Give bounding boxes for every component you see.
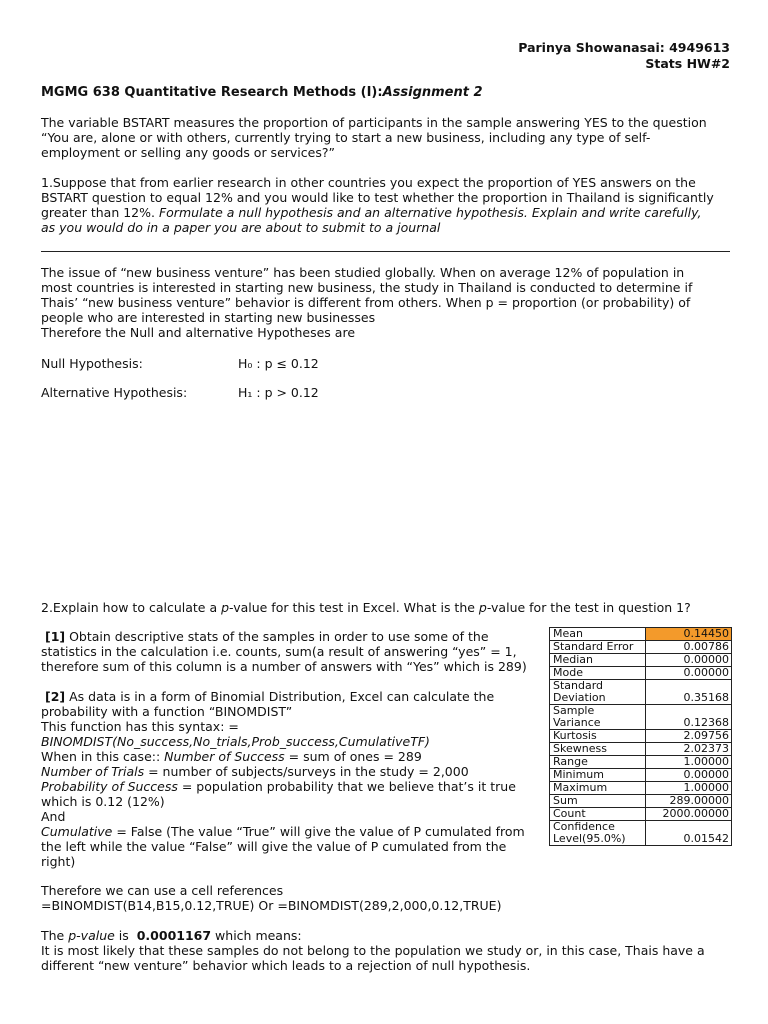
stats-label: Mode (550, 667, 646, 680)
step2-and: And (41, 809, 66, 824)
trials-term: Number of Trials (41, 764, 145, 779)
step2-cum-line-2: the left while the value “False” will give the value of P cumulated from the (41, 839, 507, 854)
stats-label (550, 821, 646, 846)
stats-row (550, 654, 732, 667)
stats-label-line-2: Variance (553, 716, 601, 729)
q2-p-italic-2: p (478, 600, 487, 615)
cum-term: Cumulative (41, 824, 113, 839)
stats-label-line-1: Standard (553, 679, 604, 692)
course-title: MGMG 638 Quantitative Research Methods (I): (41, 85, 383, 100)
q1-line-2: BSTART question to equal 12% and you would like to test whether the proportion in Thailand is significantly (41, 190, 714, 205)
step2-line-1 (45, 689, 494, 704)
stats-value: 0.01542 (646, 821, 732, 846)
stats-value: 2.09756 (646, 730, 732, 743)
stats-row (550, 641, 732, 654)
stats-value: 0.00786 (646, 641, 732, 654)
intro-line-2: “You are, alone or with others, currently trying to start a new business, including any type of self- (41, 130, 651, 145)
stats-label: Standard Error (550, 641, 646, 654)
step2-line-3: This function has this syntax: = (41, 719, 239, 734)
step1-text-1: Obtain descriptive stats of the samples in order to use some of the (65, 629, 489, 644)
stats-label: Kurtosis (550, 730, 646, 743)
q2-suffix: -value for the test in question 1? (486, 600, 691, 615)
stats-row (550, 821, 732, 846)
stats-label (550, 705, 646, 730)
stats-label-line-2: Level(95.0%) (553, 832, 626, 845)
stats-label-line-1: Confidence (553, 820, 615, 833)
stats-label: Skewness (550, 743, 646, 756)
q1-line-1: 1.Suppose that from earlier research in other countries you expect the proportion of YES answers on the (41, 175, 696, 190)
intro-line-3: employment or selling any goods or services?” (41, 145, 335, 160)
stats-label: Minimum (550, 769, 646, 782)
homework-label: Stats HW#2 (645, 56, 730, 71)
cum-suffix: = False (The value “True” will give the value of P cumulated from (112, 824, 525, 839)
descriptive-stats-table (549, 627, 732, 846)
q2-question (41, 600, 691, 615)
stats-row (550, 730, 732, 743)
stats-row (550, 667, 732, 680)
stats-value: 0.35168 (646, 680, 732, 705)
stats-label-line-2: Deviation (553, 691, 606, 704)
stats-value: 1.00000 (646, 756, 732, 769)
step1-line-3: therefore sum of this column is a number of answers with “Yes” which is 289) (41, 659, 527, 674)
q1-line-3-italic: Formulate a null hypothesis and an alternative hypothesis. Explain and write carefully, (158, 205, 702, 220)
step2-prob-line-2: which is 0.12 (12%) (41, 794, 165, 809)
stats-row (550, 705, 732, 730)
stats-row (550, 808, 732, 821)
stats-value: 2.02373 (646, 743, 732, 756)
null-hypothesis-label: Null Hypothesis: (41, 356, 143, 371)
stats-value: 289.00000 (646, 795, 732, 808)
answer1-line-5: Therefore the Null and alternative Hypotheses are (41, 325, 356, 340)
stats-label: Mean (550, 628, 646, 641)
stats-value: 0.12368 (646, 705, 732, 730)
stats-row (550, 756, 732, 769)
stats-label: Range (550, 756, 646, 769)
stats-label: Median (550, 654, 646, 667)
result-suffix: which means: (211, 928, 302, 943)
null-hypothesis-value: H₀ : p ≤ 0.12 (238, 356, 319, 371)
case-prefix: When in this case:: (41, 749, 165, 764)
stats-row (550, 769, 732, 782)
stats-value: 0.00000 (646, 769, 732, 782)
step2-cum-line-3: right) (41, 854, 76, 869)
q1-line-4: as you would do in a paper you are about to submit to a journal (41, 220, 441, 235)
stats-value: 2000.00000 (646, 808, 732, 821)
section-divider (41, 251, 730, 252)
step2-line-2: probability with a function “BINOMDIST” (41, 704, 293, 719)
result-line-3: different “new venture” behavior which leads to a rejection of null hypothesis. (41, 958, 531, 973)
stats-label-line-1: Sample (553, 704, 595, 717)
step2-case-line (41, 749, 422, 764)
result-mid: is (114, 928, 137, 943)
q1-line-3-plain: greater than 12%. (41, 205, 159, 220)
step2-trials-line (41, 764, 469, 779)
stats-label (550, 680, 646, 705)
answer1-line-3: Thais’ “new business venture” behavior is different from others. When p = proportion (or probability) of (41, 295, 691, 310)
prob-term: Probability of Success (41, 779, 178, 794)
stats-row (550, 795, 732, 808)
binomdist-syntax: BINOMDIST(No_success,No_trials,Prob_success,CumulativeTF) (41, 734, 430, 749)
stats-value: 0.14450 (646, 628, 732, 641)
step2-cum-line (41, 824, 525, 839)
result-line-1 (41, 928, 302, 943)
formula-line-1: Therefore we can use a cell references (41, 883, 284, 898)
result-line-2: It is most likely that these samples do not belong to the population we study or, in this case, Thais have a (41, 943, 705, 958)
step2-text-1: As data is in a form of Binomial Distribution, Excel can calculate the (65, 689, 495, 704)
p-value-result: 0.0001167 (136, 928, 212, 943)
q2-p-italic-1: p (221, 600, 230, 615)
step2-marker: [2] (45, 689, 66, 704)
q2-mid: -value for this test in Excel. What is the (229, 600, 479, 615)
step1-marker: [1] (45, 629, 66, 644)
result-p-term: p-value (68, 928, 115, 943)
formula-line-2: =BINOMDIST(B14,B15,0.12,TRUE) Or =BINOMDIST(289,2,000,0.12,TRUE) (41, 898, 502, 913)
case-term: Number of Success (164, 749, 285, 764)
trials-suffix: = number of subjects/surveys in the study = 2,000 (144, 764, 469, 779)
step1-line-1 (45, 629, 489, 644)
stats-row (550, 628, 732, 641)
stats-value: 0.00000 (646, 654, 732, 667)
author-line: Parinya Showanasai: 4949613 (518, 40, 730, 55)
step1-line-2: statistics in the calculation i.e. counts, sum(a result of answering “yes” = 1, (41, 644, 517, 659)
answer1-line-4: people who are interested in starting new businesses (41, 310, 376, 325)
alt-hypothesis-label: Alternative Hypothesis: (41, 385, 188, 400)
stats-label: Sum (550, 795, 646, 808)
stats-label: Maximum (550, 782, 646, 795)
step2-prob-line (41, 779, 516, 794)
stats-value: 1.00000 (646, 782, 732, 795)
assignment-title: Assignment 2 (382, 85, 483, 100)
stats-row (550, 680, 732, 705)
alt-hypothesis-value: H₁ : p > 0.12 (238, 385, 319, 400)
page-title (41, 85, 483, 100)
result-prefix: The (41, 928, 69, 943)
case-suffix: = sum of ones = 289 (284, 749, 422, 764)
answer1-line-2: most countries is interested in starting new business, the study in Thailand is conducted to determine if (41, 280, 693, 295)
prob-suffix: = population probability that we believe that’s it true (177, 779, 516, 794)
q2-prefix: 2.Explain how to calculate a (41, 600, 222, 615)
q1-line-3 (41, 205, 701, 220)
intro-line-1: The variable BSTART measures the proportion of participants in the sample answering YES to the question (41, 115, 707, 130)
answer1-line-1: The issue of “new business venture” has been studied globally. When on average 12% of population in (41, 265, 685, 280)
stats-label: Count (550, 808, 646, 821)
stats-row (550, 743, 732, 756)
stats-row (550, 782, 732, 795)
stats-value: 0.00000 (646, 667, 732, 680)
